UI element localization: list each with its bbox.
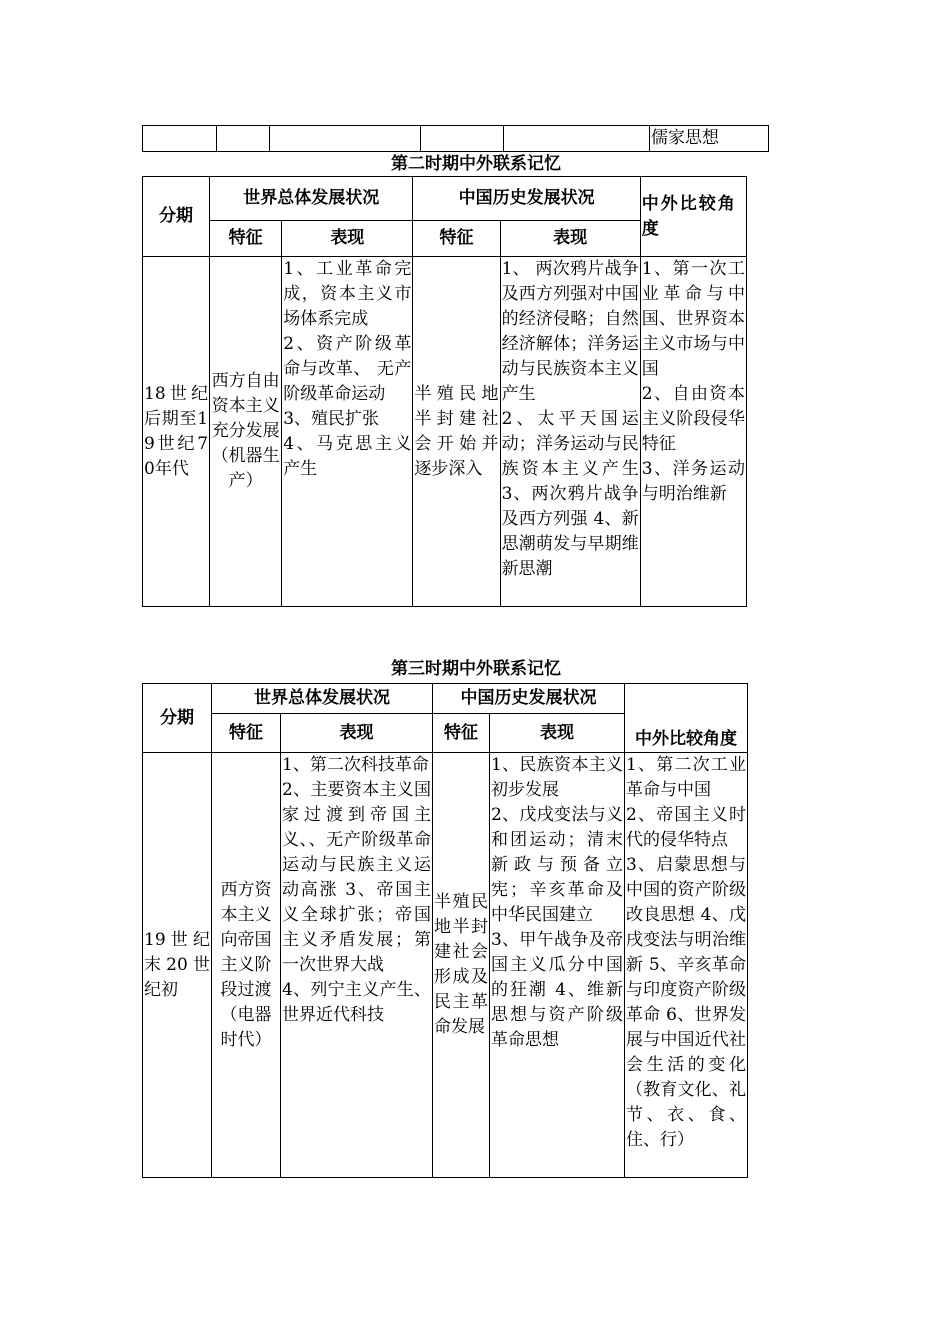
period-cell: 18世纪后期至19世纪70年代: [143, 257, 210, 607]
header-china: 中国历史发展状况: [433, 684, 625, 714]
empty-cell: [143, 126, 217, 152]
period-cell: 19世纪末20世纪初: [143, 753, 212, 1178]
empty-cell: [504, 126, 650, 152]
header-china-feature: 特征: [413, 221, 500, 257]
header-china-expression: 表现: [500, 221, 640, 257]
section2-title: 第二时期中外联系记忆: [391, 154, 561, 174]
header-china-feature: 特征: [433, 714, 490, 753]
empty-cell: [270, 126, 421, 152]
fragment-last-cell: 儒家思想: [650, 126, 769, 152]
header-world: 世界总体发展状况: [210, 177, 413, 221]
china-expression-cell: 1、 两次鸦片战争及西方列强对中国的经济侵略；自然经济解体；洋务运动与民族资本主义产生 2、太平天国运动；洋务运动与民族资本主义产生 3、两次鸦片战争及西方列强 4、新思潮萌发与早期维新思潮: [500, 257, 640, 607]
china-expression-cell: 1、民族资本主义初步发展 2、戊戌变法与义和团运动；清末新政与预备立宪；辛亥革命及中华民国建立 3、甲午战争及帝国主义瓜分中国的狂潮 4、维新思想与资产阶级革命思想: [490, 753, 625, 1178]
world-feature-cell: 西方资本主义向帝国主义阶段过渡（电器时代）: [212, 753, 281, 1178]
empty-cell: [217, 126, 270, 152]
previous-table-fragment: [142, 125, 769, 152]
section2-table: [142, 176, 747, 607]
compare-cell: 1、第一次工业革命与中国、世界资本主义市场与中国 2、自由资本主义阶段侵华 特征 3、洋务运动与明治维新: [640, 257, 746, 607]
header-compare: 中外比较角度: [640, 177, 746, 257]
header-period: 分期: [143, 177, 210, 257]
header-period: 分期: [143, 684, 212, 753]
header-compare: 中外比较角度: [625, 684, 748, 753]
header-china: 中国历史发展状况: [413, 177, 640, 221]
world-expression-cell: 1、第二次科技革命 2、主要资本主义国家过渡到帝国主义、、无产阶级革命运动与民族主义运动高涨 3、帝国主义全球扩张；帝国主义矛盾发展；第一次世界大战 4、列宁主义产生、世界近代科技: [281, 753, 433, 1178]
empty-cell: [421, 126, 504, 152]
world-feature-cell: 西方自由资本主义充分发展（机器生产）: [210, 257, 282, 607]
header-world-expression: 表现: [281, 714, 433, 753]
header-world-feature: 特征: [212, 714, 281, 753]
header-world: 世界总体发展状况: [212, 684, 433, 714]
section3-title: 第三时期中外联系记忆: [391, 659, 561, 679]
header-world-expression: 表现: [282, 221, 413, 257]
world-expression-cell: 1、工业革命完成，资本主义市场体系完成 2、资产阶级革命与改革、 无产阶级革命运动 3、殖民扩张 4、马克思主义产生: [282, 257, 413, 607]
header-world-feature: 特征: [210, 221, 282, 257]
compare-cell: 1、第二次工业革命与中国 2、帝国主义时代的侵华特点 3、启蒙思想与中国的资产阶级改良思想 4、戊戌变法与明治维新 5、辛亥革命与印度资产阶级革命 6、世界发展与中国近代社会生活的变化（教育文化、礼节、衣、食、住、行）: [625, 753, 748, 1178]
china-feature-cell: 半殖民地半封建社会开始并逐步深入: [413, 257, 500, 607]
section3-table: [142, 683, 748, 1178]
header-china-expression: 表现: [490, 714, 625, 753]
china-feature-cell: 半殖民地半封建社会形成及民主革命发展: [433, 753, 490, 1178]
